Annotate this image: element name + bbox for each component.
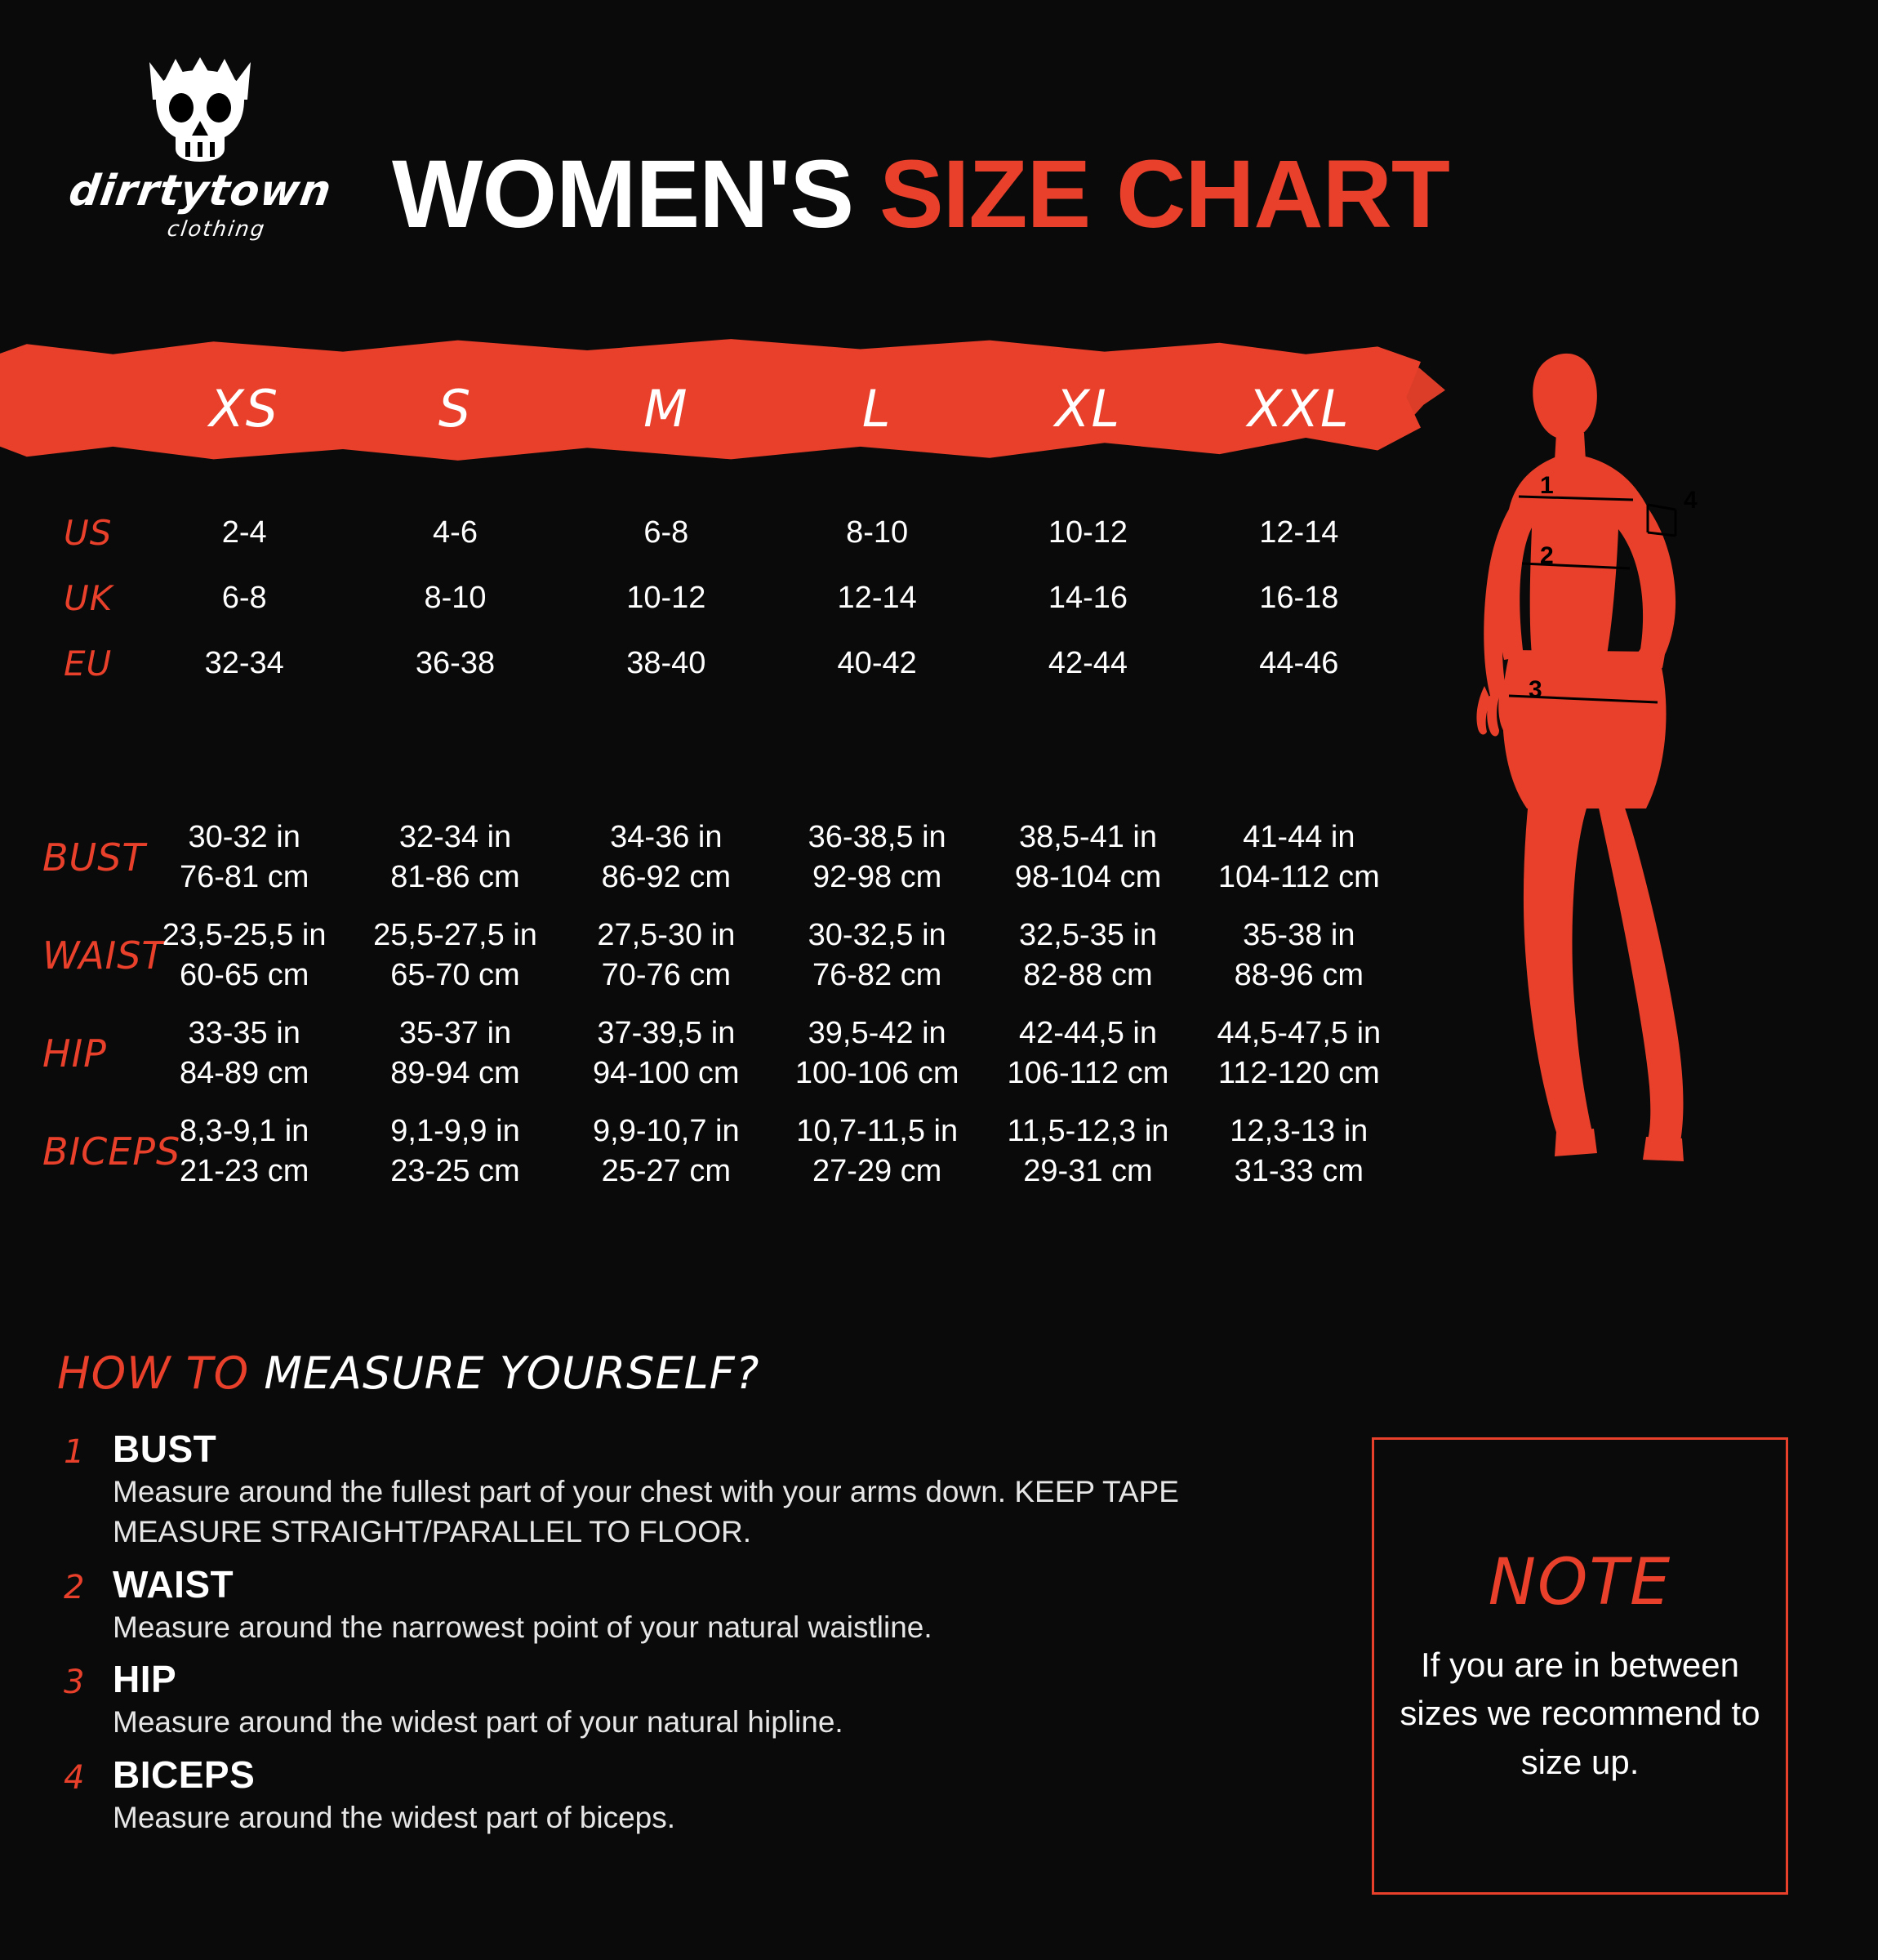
biceps-m-in: 9,9-10,7 in (593, 1114, 740, 1149)
table-row (0, 630, 1404, 696)
step-name-bust: BUST (113, 1428, 217, 1470)
biceps-xxl-in: 12,3-13 in (1230, 1114, 1368, 1149)
uk-xxl: 16-18 (1259, 580, 1339, 615)
us-l: 8-10 (846, 514, 909, 550)
figure-marker-2: 2 (1540, 542, 1554, 569)
us-m: 6-8 (643, 514, 689, 550)
bust-s-in: 32-34 in (398, 820, 512, 855)
bust-xxl-in: 41-44 in (1243, 820, 1355, 855)
hip-xs (139, 1013, 349, 1093)
bust-xl-cm: 98-104 cm (1014, 860, 1162, 894)
bust-xl-in: 38,5-41 in (1018, 820, 1157, 855)
hip-m (561, 1013, 772, 1093)
hip-l-in: 39,5-42 in (808, 1016, 946, 1051)
header (0, 49, 1878, 294)
hip-m-cm: 94-100 cm (593, 1056, 740, 1090)
waist-xs-in: 23,5-25,5 in (162, 918, 327, 953)
size-header-spacer (0, 327, 139, 482)
bust-xs-cm: 76-81 cm (179, 860, 309, 894)
hip-s-cm: 89-94 cm (390, 1056, 520, 1090)
bust-xl (982, 817, 1193, 897)
waist-m-in: 27,5-30 in (597, 918, 736, 953)
page-title (392, 139, 1449, 250)
bust-xxl-cm: 104-112 cm (1217, 860, 1380, 894)
bust-l-cm: 92-98 cm (812, 860, 942, 894)
step-desc-waist: Measure around the narrowest point of your natural waistline. (113, 1610, 932, 1644)
hip-xxl (1194, 1013, 1404, 1093)
biceps-xs-in: 8,3-9,1 in (179, 1114, 309, 1149)
biceps-xxl-cm: 31-33 cm (1234, 1154, 1364, 1188)
hip-xl (982, 1013, 1193, 1093)
biceps-s-cm: 23-25 cm (390, 1154, 520, 1188)
waist-l (772, 915, 982, 995)
measure-step-hip (57, 1657, 1331, 1743)
bust-m-in: 34-36 in (610, 820, 723, 855)
us-xl: 10-12 (1048, 514, 1128, 550)
biceps-xl (982, 1111, 1193, 1191)
uk-m: 10-12 (626, 580, 706, 615)
row-label-biceps: BICEPS (42, 1129, 181, 1174)
hip-xs-cm: 84-89 cm (179, 1056, 309, 1090)
hip-xl-cm: 106-112 cm (1007, 1056, 1169, 1090)
brand-logo (65, 57, 335, 261)
how-to-measure-title (57, 1348, 1331, 1399)
waist-xxl (1194, 915, 1404, 995)
brand-name: dirrtytown (65, 167, 335, 216)
eu-xl: 42-44 (1048, 645, 1128, 680)
size-header-m: M (643, 378, 689, 439)
biceps-xs (139, 1111, 349, 1191)
biceps-xs-cm: 21-23 cm (179, 1154, 309, 1188)
size-header-band (0, 327, 1453, 482)
figure-marker-1: 1 (1540, 472, 1554, 499)
how-to-measure-title-red: HOW TO (57, 1348, 250, 1399)
biceps-l-in: 10,7-11,5 in (796, 1114, 959, 1149)
bust-xs (139, 817, 349, 897)
female-body-silhouette (1388, 327, 1772, 1209)
region-size-table (0, 500, 1404, 696)
row-label-bust: BUST (42, 835, 146, 880)
biceps-xl-cm: 29-31 cm (1023, 1154, 1153, 1188)
waist-l-in: 30-32,5 in (808, 918, 946, 953)
waist-s-cm: 65-70 cm (390, 958, 520, 992)
waist-xs (139, 915, 349, 995)
how-to-measure-section (57, 1348, 1331, 1848)
waist-xxl-cm: 88-96 cm (1234, 958, 1364, 992)
uk-l: 12-14 (837, 580, 917, 615)
row-label-eu: EU (64, 643, 113, 684)
hip-xxl-cm: 112-120 cm (1217, 1056, 1380, 1090)
note-body: If you are in between sizes we recommend to size up. (1400, 1645, 1760, 1781)
bust-l-in: 36-38,5 in (808, 820, 946, 855)
figure-marker-3: 3 (1529, 676, 1542, 703)
hip-m-in: 37-39,5 in (597, 1016, 736, 1051)
waist-xl (982, 915, 1193, 995)
size-header-row (0, 327, 1404, 482)
row-label-uk: UK (64, 577, 113, 618)
table-row (0, 1102, 1404, 1200)
eu-l: 40-42 (837, 645, 917, 680)
note-box (1372, 1437, 1788, 1895)
bust-xs-in: 30-32 in (188, 820, 300, 855)
waist-m-cm: 70-76 cm (601, 958, 732, 992)
biceps-s-in: 9,1-9,9 in (390, 1114, 520, 1149)
measurement-table (0, 808, 1404, 1200)
eu-m: 38-40 (626, 645, 706, 680)
brand-subtitle: clothing (165, 217, 268, 242)
bust-m (561, 817, 772, 897)
row-label-waist: WAIST (42, 933, 166, 978)
step-name-waist: WAIST (113, 1562, 234, 1606)
step-number-4: 4 (64, 1759, 85, 1797)
step-name-hip: HIP (113, 1658, 177, 1701)
size-header-xl: XL (1054, 378, 1121, 439)
waist-l-cm: 76-82 cm (812, 958, 942, 992)
hip-l-cm: 100-106 cm (794, 1056, 959, 1090)
hip-xs-in: 33-35 in (188, 1016, 300, 1051)
measure-step-waist (57, 1562, 1331, 1648)
biceps-l (772, 1111, 982, 1191)
size-header-xs: XS (209, 378, 280, 439)
hip-xl-in: 42-44,5 in (1018, 1016, 1157, 1051)
biceps-m (561, 1111, 772, 1191)
hip-s (349, 1013, 560, 1093)
table-row (0, 1004, 1404, 1102)
eu-s: 36-38 (415, 645, 496, 680)
table-row (0, 906, 1404, 1004)
waist-s-in: 25,5-27,5 in (373, 918, 537, 953)
table-row (0, 565, 1404, 630)
step-desc-hip: Measure around the widest part of your natural hipline. (113, 1705, 843, 1740)
hip-xxl-in: 44,5-47,5 in (1217, 1016, 1382, 1051)
eu-xxl: 44-46 (1259, 645, 1339, 680)
figure-marker-4: 4 (1684, 487, 1698, 514)
table-row (0, 808, 1404, 906)
biceps-s (349, 1111, 560, 1191)
biceps-xxl (1194, 1111, 1404, 1191)
page-title-red: SIZE CHART (879, 140, 1449, 248)
bust-xxl (1194, 817, 1404, 897)
uk-xl: 14-16 (1048, 580, 1128, 615)
step-desc-bust: Measure around the fullest part of your chest with your arms down. KEEP TAPE MEASURE STRAIGHT/PARALLEL TO FLOOR. (113, 1475, 1179, 1548)
bust-s-cm: 81-86 cm (390, 860, 520, 894)
measure-step-biceps (57, 1753, 1331, 1838)
waist-xl-cm: 82-88 cm (1023, 958, 1153, 992)
bust-l (772, 817, 982, 897)
uk-s: 8-10 (424, 580, 487, 615)
step-number-3: 3 (64, 1664, 85, 1702)
waist-s (349, 915, 560, 995)
uk-xs: 6-8 (221, 580, 267, 615)
size-header-xxl: XXL (1248, 378, 1351, 439)
us-xs: 2-4 (221, 514, 267, 550)
waist-xxl-in: 35-38 in (1243, 918, 1355, 953)
bust-s (349, 817, 560, 897)
step-number-2: 2 (64, 1568, 85, 1606)
table-row (0, 500, 1404, 565)
waist-xl-in: 32,5-35 in (1018, 918, 1157, 953)
waist-m (561, 915, 772, 995)
measure-step-bust (57, 1427, 1331, 1552)
page-title-white: WOMEN'S (392, 140, 854, 248)
bust-m-cm: 86-92 cm (601, 860, 732, 894)
how-to-measure-title-white: MEASURE YOURSELF? (264, 1348, 760, 1399)
biceps-l-cm: 27-29 cm (812, 1154, 942, 1188)
step-desc-biceps: Measure around the widest part of biceps. (113, 1801, 675, 1835)
hip-l (772, 1013, 982, 1093)
step-name-biceps: BICEPS (113, 1753, 256, 1797)
size-header-l: L (861, 378, 892, 439)
note-title: NOTE (1488, 1545, 1672, 1619)
size-header-s: S (438, 378, 473, 439)
eu-xs: 32-34 (204, 645, 284, 680)
us-s: 4-6 (433, 514, 478, 550)
waist-xs-cm: 60-65 cm (179, 958, 309, 992)
skull-crown-icon (135, 57, 265, 172)
hip-s-in: 35-37 in (398, 1016, 512, 1051)
us-xxl: 12-14 (1259, 514, 1339, 550)
row-label-us: US (64, 512, 113, 553)
biceps-xl-in: 11,5-12,3 in (1007, 1114, 1169, 1149)
row-label-hip: HIP (42, 1031, 107, 1076)
biceps-m-cm: 25-27 cm (601, 1154, 732, 1188)
step-number-1: 1 (64, 1433, 85, 1471)
